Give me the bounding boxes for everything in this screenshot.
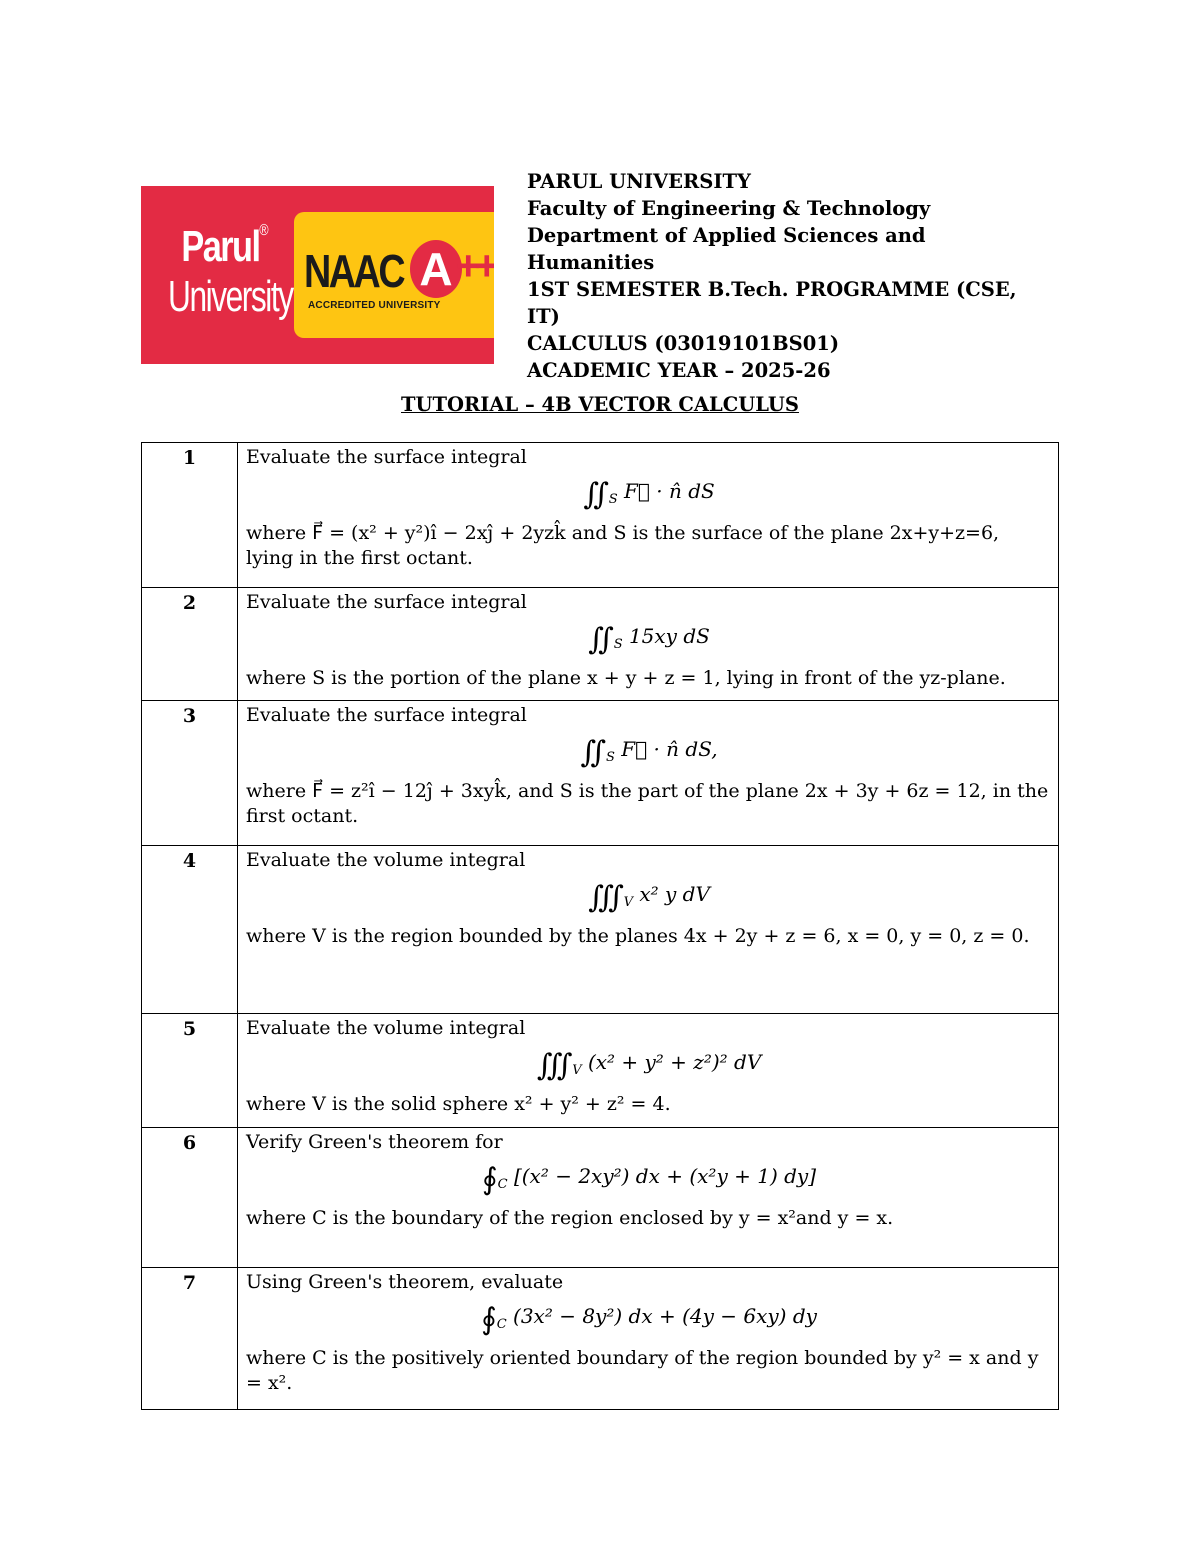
header-university: PARUL UNIVERSITY (527, 170, 751, 193)
question-row (142, 588, 1059, 701)
integral-symbol: ∬ (583, 477, 609, 512)
integral-symbol: ∮ (481, 1162, 498, 1197)
question-row (142, 1014, 1059, 1128)
question-row (142, 846, 1059, 1014)
integral-symbol: ∭ (588, 880, 624, 915)
integral-symbol: ∬ (580, 735, 606, 770)
integral-domain: C (496, 1317, 507, 1332)
university-logo (141, 186, 494, 364)
header-programme: 1ST SEMESTER B.Tech. PROGRAMME (CSE, IT) (527, 278, 1024, 328)
question-formula (246, 470, 1052, 521)
question-body (238, 1268, 1059, 1410)
question-number: 1 (142, 443, 238, 588)
question-body (238, 846, 1059, 1014)
integral-domain: V (623, 895, 633, 910)
question-intro: Evaluate the surface integral (246, 704, 527, 726)
question-number: 2 (142, 588, 238, 701)
question-body (238, 1128, 1059, 1268)
integral-symbol: ∬ (588, 622, 614, 657)
integral-domain: C (497, 1177, 508, 1192)
question-number: 7 (142, 1268, 238, 1410)
question-formula (246, 873, 1052, 924)
naac-accredited-text: ACCREDITED UNIVERSITY (308, 300, 441, 311)
question-number: 4 (142, 846, 238, 1014)
question-description: where F⃗ = (x² + y²)î − 2xĵ + 2yzk̂ and S is the surface of the plane 2x+y+z=6, lying in the first octant. (246, 522, 1000, 569)
question-description: where F⃗ = z²î − 12ĵ + 3xyk̂, and S is the part of the plane 2x + 3y + 6z = 12, in the first octant. (246, 780, 1049, 827)
question-body (238, 588, 1059, 701)
question-formula (246, 615, 1052, 666)
integrand: F⃗ · n̂ dS, (621, 737, 718, 761)
question-intro: Using Green's theorem, evaluate (246, 1271, 564, 1293)
header-academic-year: ACADEMIC YEAR – 2025-26 (527, 359, 831, 382)
naac-badge (294, 212, 494, 338)
question-description: where V is the region bounded by the planes 4x + 2y + z = 6, x = 0, y = 0, z = 0. (246, 925, 1030, 947)
document-header (527, 168, 1047, 384)
integrand: [(x² − 2xy²) dx + (x²y + 1) dy] (513, 1164, 817, 1188)
question-row (142, 701, 1059, 846)
integral-domain: S (605, 750, 615, 765)
integral-domain: S (608, 492, 618, 507)
header-course: CALCULUS (03019101BS01) (527, 332, 840, 355)
header-department: Department of Applied Sciences and Humanities (527, 224, 933, 274)
integrand: 15xy dS (628, 624, 710, 648)
question-description: where C is the positively oriented boundary of the region bounded by y² = x and y = x². (246, 1347, 1039, 1394)
question-row (142, 443, 1059, 588)
integral-domain: V (572, 1063, 582, 1078)
integral-symbol: ∭ (536, 1048, 573, 1083)
question-intro: Evaluate the volume integral (246, 1017, 526, 1039)
question-formula (246, 1041, 1052, 1092)
question-intro: Verify Green's theorem for (246, 1131, 503, 1153)
integral-symbol: ∮ (481, 1302, 497, 1337)
question-description: where V is the solid sphere x² + y² + z² = 4. (246, 1093, 671, 1115)
integrand: (x² + y² + z²)² dV (587, 1050, 762, 1074)
page-title: TUTORIAL – 4B VECTOR CALCULUS (401, 393, 799, 416)
question-description: where C is the boundary of the region enclosed by y = x²and y = x. (246, 1207, 894, 1229)
naac-plus: ++ (456, 242, 494, 289)
question-intro: Evaluate the volume integral (246, 849, 526, 871)
question-description: where S is the portion of the plane x + y + z = 1, lying in front of the yz-plane. (246, 667, 1006, 689)
question-number: 3 (142, 701, 238, 846)
question-row (142, 1128, 1059, 1268)
question-number: 6 (142, 1128, 238, 1268)
header-faculty: Faculty of Engineering & Technology (527, 197, 931, 220)
question-formula (246, 1155, 1052, 1206)
question-intro: Evaluate the surface integral (246, 591, 527, 613)
naac-grade: A (410, 240, 462, 298)
question-row (142, 1268, 1059, 1410)
question-formula (246, 728, 1052, 779)
integrand: F⃗ · n̂ dS (624, 479, 715, 503)
question-body (238, 1014, 1059, 1128)
questions-table (141, 442, 1059, 1410)
logo-brand-bottom: University (168, 272, 293, 321)
question-number: 5 (142, 1014, 238, 1128)
question-formula (246, 1295, 1052, 1346)
logo-brand-top: Parul® (181, 222, 269, 271)
naac-text: NAAC (304, 245, 404, 297)
integral-domain: S (613, 637, 623, 652)
integrand: (3x² − 8y²) dx + (4y − 6xy) dy (513, 1304, 817, 1328)
question-body (238, 701, 1059, 846)
question-intro: Evaluate the surface integral (246, 446, 527, 468)
question-body (238, 443, 1059, 588)
integrand: x² y dV (639, 882, 710, 906)
